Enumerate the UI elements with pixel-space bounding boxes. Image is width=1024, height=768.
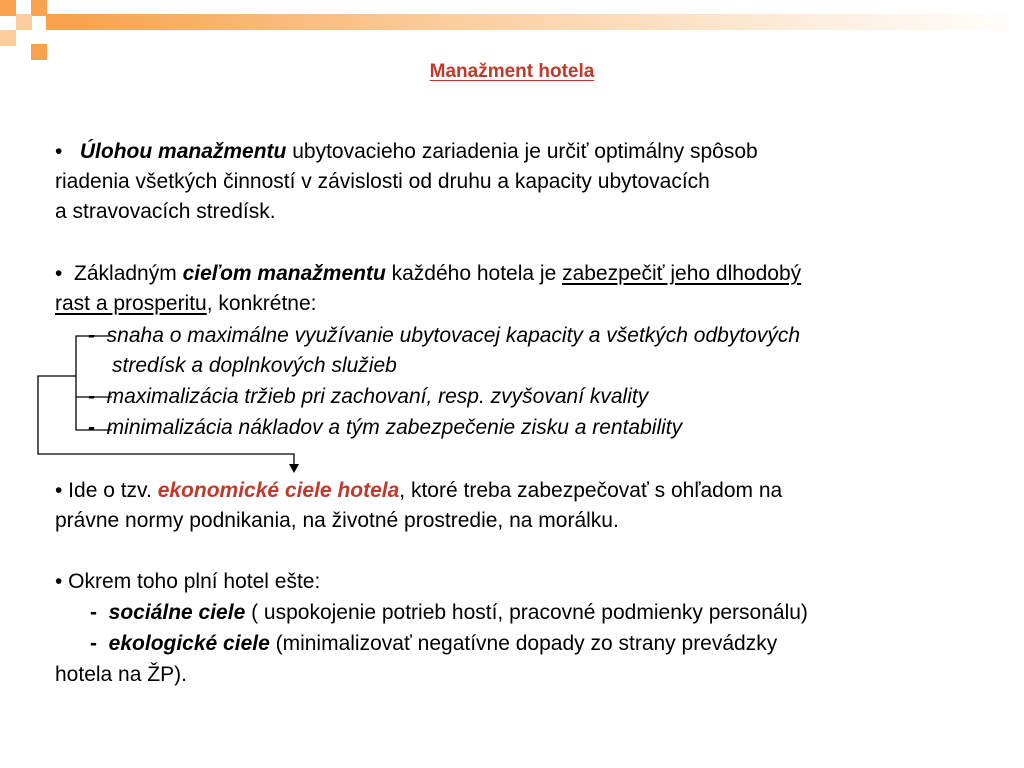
bullet: • <box>55 140 63 163</box>
underlined-text: zabezpečiť jeho dlhodobý <box>562 262 802 285</box>
body-text: Základným <box>74 262 183 285</box>
paragraph-3-line-2: právne normy podnikania, na životné prostredie, na morálku. <box>55 509 619 532</box>
dash: - <box>88 416 95 439</box>
body-text: , ktoré treba zabezpečovať s ohľadom na <box>399 479 783 502</box>
emphasis-text: sociálne ciele <box>108 601 246 624</box>
underlined-text: rast a prosperitu <box>55 292 207 315</box>
body-text: , konkrétne: <box>206 292 317 315</box>
body-text: • Ide o tzv. <box>55 479 158 502</box>
goal-text: maximalizácia tržieb pri zachovaní, resp. zvyšovaní kvality <box>106 385 649 408</box>
bullet: • <box>55 262 63 285</box>
extra-goal-item-1 <box>90 598 808 628</box>
emphasis-text: cieľom manažmentu <box>182 262 386 285</box>
emphasis-text: Úlohou manažmentu <box>79 140 287 163</box>
emphasis-text: ekologické ciele <box>108 632 270 655</box>
dash: - <box>90 632 97 655</box>
goal-text: snaha o maximálne využívanie ubytovacej kapacity a všetkých odbytových <box>106 324 801 347</box>
paragraph-1-line-3: a stravovacích stredísk. <box>55 200 276 223</box>
body-text: každého hotela je <box>385 262 563 285</box>
paragraph-4-line-last: hotela na ŽP). <box>55 663 187 686</box>
body-text: (minimalizovať negatívne dopady zo strany prevádzky <box>269 632 778 655</box>
goal-item-1-cont: stredísk a doplnkových služieb <box>112 354 397 377</box>
slide-title: Manažment hotela <box>429 61 595 82</box>
dash: - <box>88 385 95 408</box>
paragraph-3-line-1 <box>55 476 782 506</box>
goal-text: minimalizácia nákladov a tým zabezpečenie zisku a rentability <box>106 416 683 439</box>
paragraph-1-line-2: riadenia všetkých činností v závislosti od druhu a kapacity ubytovacích <box>55 170 710 193</box>
body-text: ( uspokojenie potrieb hostí, pracovné podmienky personálu) <box>245 601 808 624</box>
paragraph-4-line-1: • Okrem toho plní hotel ešte: <box>55 570 321 593</box>
extra-goal-item-2 <box>90 629 777 659</box>
bracket-line <box>76 336 112 430</box>
emphasis-text-red: ekonomické ciele hotela <box>157 479 400 502</box>
arrow-head-icon <box>289 464 299 473</box>
body-text: ubytovacieho zariadenia je určiť optimálny spôsob <box>286 140 758 163</box>
dash: - <box>88 324 95 347</box>
dash: - <box>90 601 97 624</box>
